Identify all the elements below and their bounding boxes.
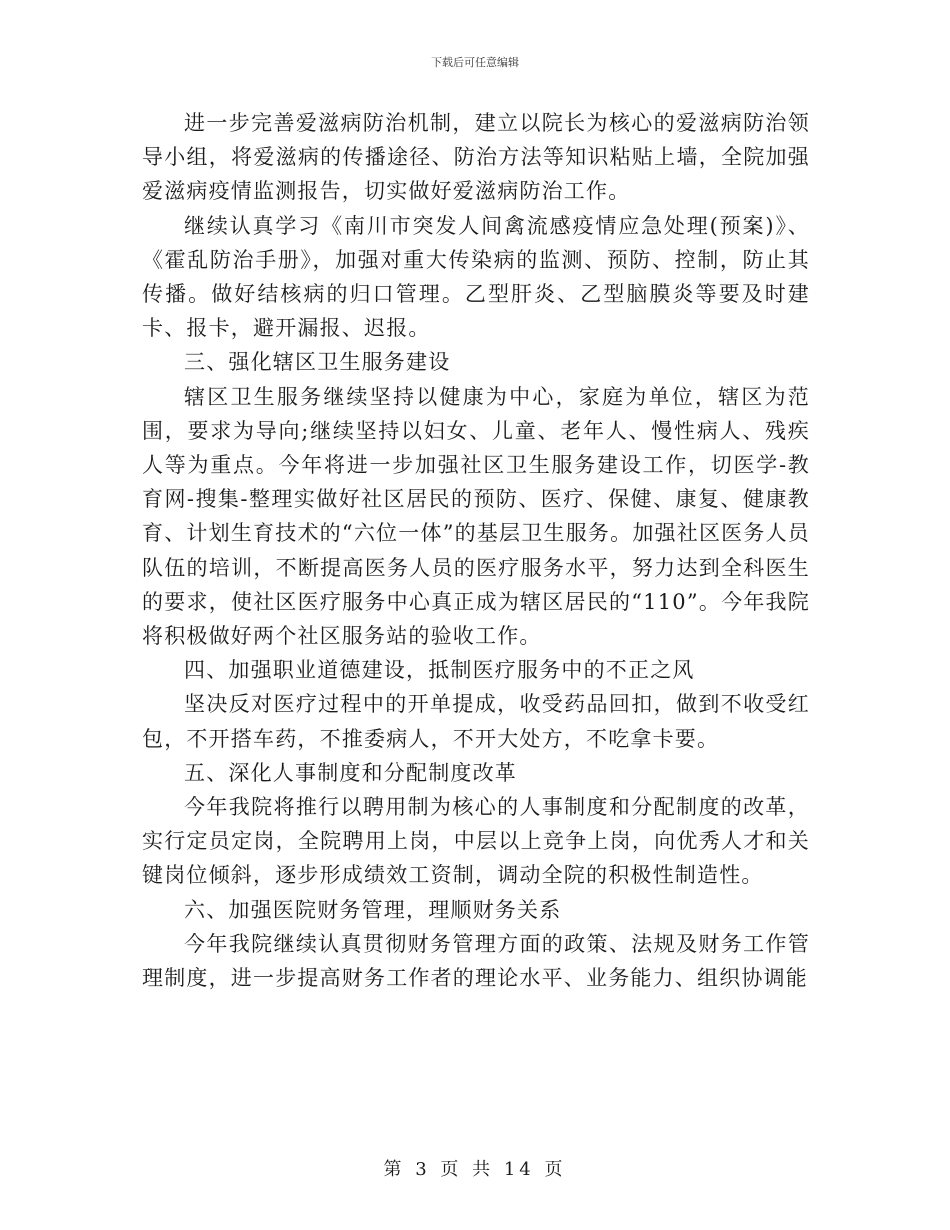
paragraph-community-health: 辖区卫生服务继续坚持以健康为中心，家庭为单位，辖区为范围，要求为导向;继续坚持以妇女、儿童、老年人、慢性病人、残疾人等为重点。今年将进一步加强社区卫生服务建设工作，切医学-教育网-搜集-整理实做好社区居民的预防、医疗、保健、康复、健康教育、计划生育技术的“六位一体”的基层卫生服务。加强社区医务人员队伍的培训，不断提高医务人员的医疗服务水平，努力达到全科医生的要求，使社区医疗服务中心真正成为辖区居民的“110”。今年我院将积极做好两个社区服务站的验收工作。: [142, 384, 810, 649]
document-body: [142, 106, 810, 995]
section-heading-4: 四、加强职业道德建设，抵制医疗服务中的不正之风: [184, 658, 695, 683]
section-heading-3: 三、强化辖区卫生服务建设: [184, 350, 451, 375]
paragraph-aids-prevention: 进一步完善爱滋病防治机制，建立以院长为核心的爱滋病防治领导小组，将爱滋病的传播途径、防治方法等知识粘贴上墙，全院加强爱滋病疫情监测报告，切实做好爱滋病防治工作。: [142, 111, 810, 204]
page-number: 第 3 页 共 14 页: [383, 1159, 567, 1180]
section-heading-6: 六、加强医院财务管理，理顺财务关系: [184, 897, 562, 922]
paragraph-finance: 今年我院继续认真贯彻财务管理方面的政策、法规及财务工作管理制度，进一步提高财务工作者的理论水平、业务能力、组织协调能: [142, 931, 810, 991]
paragraph-personnel-reform: 今年我院将推行以聘用制为核心的人事制度和分配制度的改革，实行定员定岗，全院聘用上岗，中层以上竞争上岗，向优秀人才和关键岗位倾斜，逐步形成绩效工资制，调动全院的积极性制造性。: [142, 795, 810, 888]
section-heading-5: 五、深化人事制度和分配制度改革: [184, 760, 517, 785]
paragraph-infectious-disease: 继续认真学习《南川市突发人间禽流感疫情应急处理(预案)》、《霍乱防治手册》，加强对重大传染病的监测、预防、控制，防止其传播。做好结核病的归口管理。乙型肝炎、乙型脑膜炎等要及时建卡、报卡，避开漏报、迟报。: [142, 213, 810, 341]
page-header-note: 下载后可任意编辑: [431, 56, 519, 69]
paragraph-ethics: 坚决反对医疗过程中的开单提成，收受药品回扣，做到不收受红包，不开搭车药，不推委病人，不开大处方，不吃拿卡要。: [142, 692, 810, 751]
